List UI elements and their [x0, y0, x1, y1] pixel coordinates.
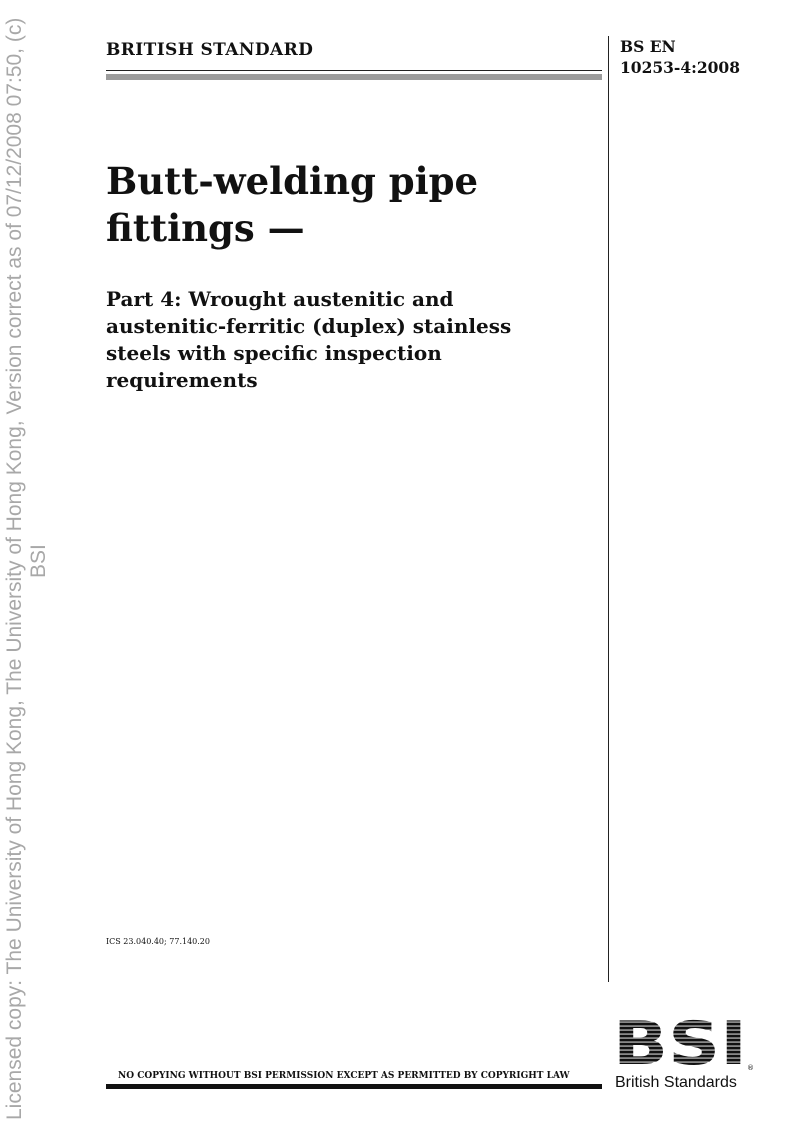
- ics-code: ICS 23.040.40; 77.140.20: [106, 937, 210, 946]
- document-title: [106, 158, 596, 252]
- standard-number: [620, 36, 790, 78]
- header-rule-thick: [106, 74, 602, 80]
- watermark-line-2: BSI: [27, 544, 50, 578]
- license-watermark: [0, 0, 60, 1122]
- registered-mark: ®: [747, 1064, 754, 1072]
- subtitle-line-4: requirements: [106, 368, 258, 392]
- subtitle-line-1: Part 4: Wrought austenitic and: [106, 287, 454, 311]
- title-line-2: fittings —: [106, 206, 305, 250]
- vertical-divider: [608, 36, 609, 982]
- standard-number-line-2: 10253-4:2008: [620, 58, 741, 77]
- subtitle-line-2: austenitic-ferritic (duplex) stainless: [106, 314, 512, 338]
- svg-text:BSI: BSI: [613, 1009, 747, 1079]
- subtitle-line-3: steels with specific inspection: [106, 341, 442, 365]
- bsi-logo-letters: [613, 1009, 747, 1079]
- document-type-label: BRITISH STANDARD: [106, 40, 314, 60]
- logo-caption: British Standards: [615, 1074, 737, 1091]
- title-line-1: Butt-welding pipe: [106, 159, 479, 203]
- copyright-notice: NO COPYING WITHOUT BSI PERMISSION EXCEPT AS PERMITTED BY COPYRIGHT LAW: [118, 1071, 570, 1081]
- header-rule-thin: [106, 70, 602, 71]
- standard-number-line-1: BS EN: [620, 37, 676, 56]
- document-subtitle: [106, 286, 596, 394]
- footer-rule: [106, 1084, 602, 1089]
- watermark-line-1: Licensed copy: The University of Hong Kong, The University of Hong Kong, Version correct as of 07/12/2008 07:50, (c): [3, 17, 26, 1120]
